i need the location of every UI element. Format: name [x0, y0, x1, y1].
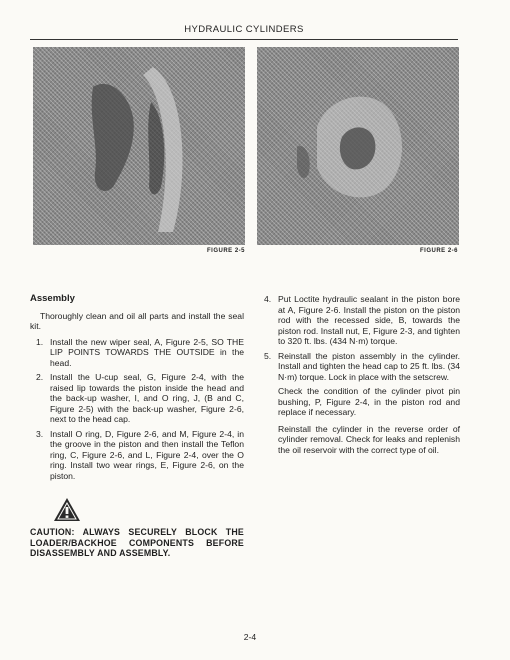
page-number: 2-4 [243, 632, 257, 642]
step-text: Install O ring, D, Figure 2-6, and M, Figure 2-4, in the groove in the piston and then install the Teflon ring, C, Figure 2-6, and L, Figure 2-4, over the O ring. Install two wear rings, E, Figure 2-6, on the piston. [50, 428, 244, 481]
header-title: HYDRAULIC CYLINDERS [184, 24, 304, 35]
step-5 [258, 351, 460, 383]
figure-2-6-caption: FIGURE 2-6 [419, 248, 458, 254]
warning-triangle-icon [53, 497, 81, 522]
step-2 [30, 372, 244, 425]
step-text: Put Loctite hydraulic sealant in the piston bore at A, Figure 2-6. Install the piston on the piston rod with the recessed side, B, towards the piston rod. Install nut, E, Figure 2-3, and tighten to 320 ft. lbs. (434 N·m) torque. [278, 294, 460, 346]
figure-2-5-photo [33, 47, 245, 245]
step-number: 3. [36, 428, 44, 439]
figure-2-6-photo [257, 47, 459, 245]
step-text: Reinstall the piston assembly in the cylinder. Install and tighten the head cap to 25 ft. lbs. (34 N·m) torque. Lock in place with the setscrew. [278, 350, 460, 382]
step-text: Install the new wiper seal, A, Figure 2-5, SO THE LIP POINTS TOWARDS THE OUTSIDE in the head. [50, 336, 244, 368]
bushing-paragraph: Check the condition of the cylinder pivot pin bushing, P, Figure 2-4, in the piston rod and replace if necessary. [278, 386, 460, 417]
step-number: 4. [264, 294, 272, 304]
section-title-assembly: Assembly [30, 293, 75, 304]
reinstall-paragraph: Reinstall the cylinder in the reverse order of cylinder removal. Check for leaks and replenish the oil reservoir with the correct type of oil. [278, 423, 460, 455]
right-column [258, 294, 460, 461]
page-header [30, 24, 458, 40]
step-3 [30, 429, 244, 482]
figure-2-5-caption: FIGURE 2-5 [206, 248, 245, 254]
step-number: 1. [36, 336, 44, 347]
step-text: Install the U-cup seal, G, Figure 2-4, with the raised lip towards the piston inside the head and the back-up washer, I, and O ring, J, (B and C, Figure 2-5) with the back-up washer, Figure 2-6, next to the head cap. [50, 372, 244, 424]
step-number: 5. [264, 350, 272, 361]
intro-paragraph: Thoroughly clean and oil all parts and install the seal kit. [30, 310, 244, 331]
step-number: 2. [36, 372, 44, 382]
step-1 [30, 337, 244, 369]
left-column [30, 294, 244, 485]
caution-notice: CAUTION: ALWAYS SECURELY BLOCK THE LOADER/BACKHOE COMPONENTS BEFORE DISASSEMBLY AND ASSEMBLY. [30, 527, 244, 558]
step-4 [258, 294, 460, 347]
